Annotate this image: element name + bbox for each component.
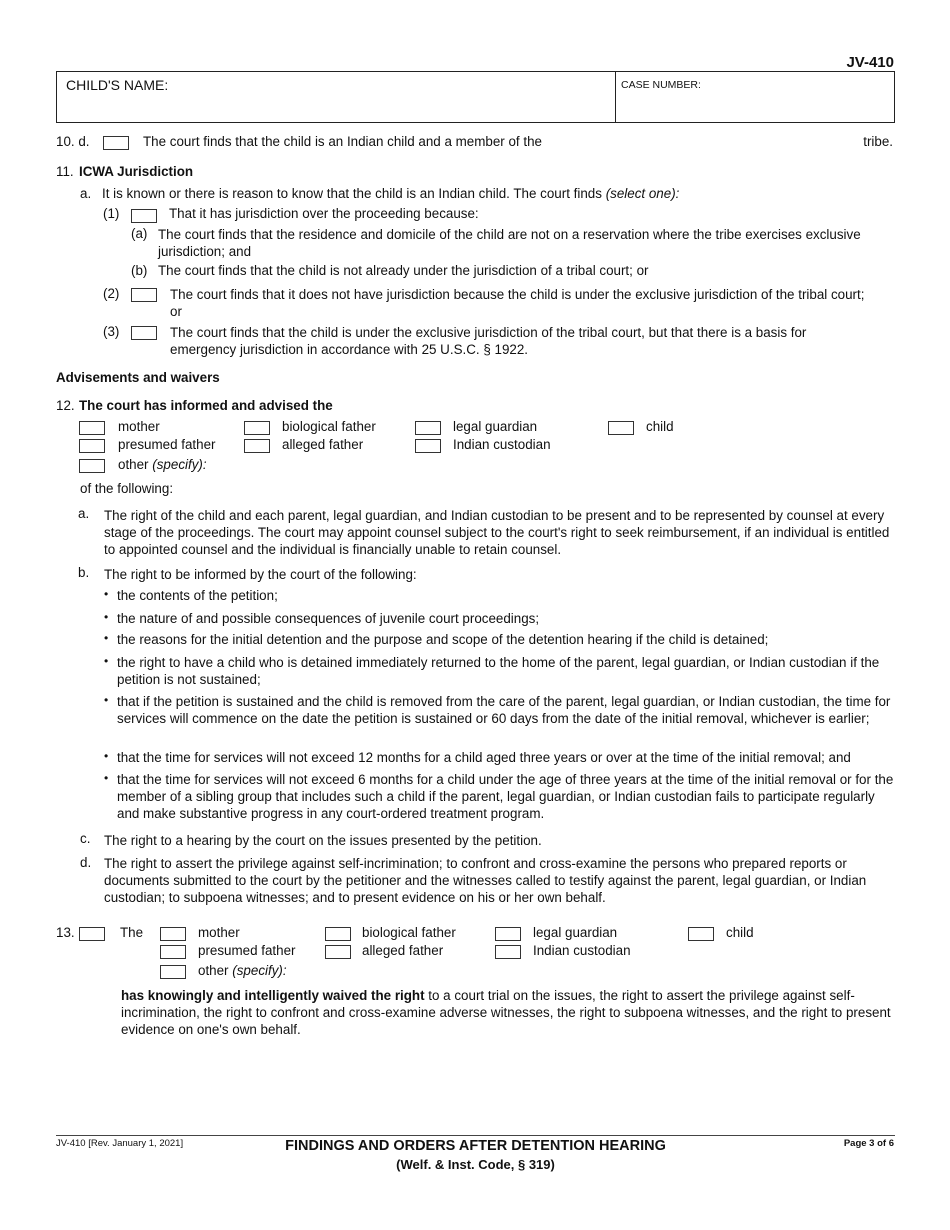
item12-mother-label: mother: [118, 419, 160, 434]
item-12b-label: b.: [78, 565, 90, 580]
item12-indian-custodian-checkbox[interactable]: [415, 439, 441, 453]
opt1-text: That it has jurisdiction over the proceeding because:: [169, 206, 479, 221]
item-10d-number: 10. d.: [56, 134, 90, 149]
item13-child-checkbox[interactable]: [688, 927, 714, 941]
item12-child-label: child: [646, 419, 674, 434]
bullet-marker: •: [104, 610, 109, 624]
bullet-marker: •: [104, 587, 109, 601]
case-number-field[interactable]: [616, 72, 894, 122]
item13-mother-checkbox[interactable]: [160, 927, 186, 941]
item-11a-label: a.: [80, 186, 92, 201]
item13-waiver-rest: to a court trial on the issues, the right to assert the privilege against self-incrimination, the right to confront and cross-examine adverse witnesses, the right to subpoena witnesses, and the right to present evidence on one's own behalf.: [121, 988, 891, 1037]
item12-indian-custodian-label: Indian custodian: [453, 437, 551, 452]
opt2-label: (2): [103, 286, 120, 301]
bullet-item: the right to have a child who is detained immediately returned to the home of the parent, legal guardian, or Indian custodian if the petition is not sustained;: [117, 655, 880, 687]
item13-other-checkbox[interactable]: [160, 965, 186, 979]
item12-other-checkbox[interactable]: [79, 459, 105, 473]
item13-other-label: other: [198, 963, 229, 978]
bullet-item: the nature of and possible consequences of juvenile court proceedings;: [117, 611, 540, 626]
item13-other-line: [198, 963, 287, 978]
item-12-number: 12.: [56, 398, 75, 413]
item13-legal-guardian-label: legal guardian: [533, 925, 618, 940]
item-10d-suffix: tribe.: [863, 134, 893, 149]
item-12-title: The court has informed and advised the: [79, 398, 333, 413]
sub-a-label: (a): [131, 226, 148, 241]
item-10d-checkbox[interactable]: [103, 136, 129, 150]
item12-other-label: other: [118, 457, 149, 472]
item13-legal-guardian-checkbox[interactable]: [495, 927, 521, 941]
footer-title: FINDINGS AND ORDERS AFTER DETENTION HEARING: [285, 1138, 666, 1154]
item12-other-specify-field[interactable]: [220, 457, 820, 473]
bullet-item: that the time for services will not exceed 12 months for a child aged three years or over at the time of the initial removal; and: [117, 750, 851, 765]
item13-the: The: [120, 925, 144, 940]
item-11a-select: (select one):: [605, 186, 680, 201]
footer-rule: [56, 1135, 895, 1136]
opt2-text: The court finds that it does not have jurisdiction because the child is under the exclusive jurisdiction of the tribal court; or: [170, 287, 865, 319]
sub-a-text: The court finds that the residence and domicile of the child are not on a reservation where the tribe exercises exclusive jurisdiction; and: [158, 227, 861, 259]
sub-b-label: (b): [131, 263, 148, 278]
item-12b-text: The right to be informed by the court of the following:: [104, 567, 417, 582]
bullet-marker: •: [104, 693, 109, 707]
item13-other-specify-field[interactable]: [300, 963, 890, 979]
item-13-number: 13.: [56, 925, 75, 940]
bullet-item: the reasons for the initial detention and the purpose and scope of the detention hearing if the child is detained;: [117, 632, 769, 647]
item-10d-text: The court finds that the child is an Indian child and a member of the: [143, 134, 542, 149]
item13-alleged-father-label: alleged father: [362, 943, 444, 958]
tribe-name-field[interactable]: [560, 147, 860, 148]
footer-rev: JV-410 [Rev. January 1, 2021]: [56, 1138, 184, 1149]
item-11-number: 11.: [56, 164, 74, 179]
item-11a-text-line: [102, 186, 679, 201]
footer-code: (Welf. & Inst. Code, § 319): [396, 1157, 555, 1172]
bullet-marker: •: [104, 654, 109, 668]
item12-biological-father-checkbox[interactable]: [244, 421, 270, 435]
bullet-item: that the time for services will not exceed 6 months for a child under the age of three years at the time of the initial removal or for the member of a sibling group that includes such a child if the parent, legal guardian, or Indian custodian fails to participate regularly and make substantive progress in any court-ordered treatment program.: [117, 772, 894, 821]
item13-indian-custodian-label: Indian custodian: [533, 943, 631, 958]
item-12d-text: The right to assert the privilege against self-incrimination; to confront and cross-examine the persons who prepared reports or documents submitted to the court by the petitioner and the witnesses called to testify against the parent, legal guardian, or Indian custodian; to subpoena witnesses; and to present evidence on his or her own behalf.: [104, 856, 867, 905]
item13-waiver-bold: has knowingly and intelligently waived the right: [121, 988, 425, 1003]
item12-alleged-father-label: alleged father: [282, 437, 364, 452]
item12-biological-father-label: biological father: [282, 419, 376, 434]
opt1-label: (1): [103, 206, 120, 221]
item-11a-text: It is known or there is reason to know that the child is an Indian child. The court finds: [102, 186, 602, 201]
item13-waiver-text: [121, 987, 893, 1038]
item13-mother-label: mother: [198, 925, 240, 940]
item13-checkbox[interactable]: [79, 927, 105, 941]
item12-legal-guardian-label: legal guardian: [453, 419, 538, 434]
opt3-checkbox[interactable]: [131, 326, 157, 340]
item-12c-text: The right to a hearing by the court on the issues presented by the petition.: [104, 833, 542, 848]
opt3-text: The court finds that the child is under the exclusive jurisdiction of the tribal court, but that there is a basis for emergency jurisdiction in accordance with 25 U.S.C. § 1922.: [170, 325, 807, 357]
of-following: of the following:: [80, 481, 174, 496]
item12-other-line: [118, 457, 207, 472]
item12-presumed-father-checkbox[interactable]: [79, 439, 105, 453]
bullet-marker: •: [104, 749, 109, 763]
opt3-label: (3): [103, 324, 120, 339]
header-box: [56, 71, 895, 123]
opt1-checkbox[interactable]: [131, 209, 157, 223]
item13-specify-label: (specify):: [232, 963, 287, 978]
item12-legal-guardian-checkbox[interactable]: [415, 421, 441, 435]
bullet-item: the contents of the petition;: [117, 588, 278, 603]
item13-alleged-father-checkbox[interactable]: [325, 945, 351, 959]
item-12a-label: a.: [78, 506, 90, 521]
bullet-marker: •: [104, 771, 109, 785]
item13-indian-custodian-checkbox[interactable]: [495, 945, 521, 959]
item-12d-label: d.: [80, 855, 92, 870]
case-number-label: CASE NUMBER:: [621, 79, 701, 91]
item13-presumed-father-label: presumed father: [198, 943, 296, 958]
sub-b-text: The court finds that the child is not already under the jurisdiction of a tribal court; or: [158, 263, 649, 278]
child-name-label: CHILD'S NAME:: [66, 77, 169, 93]
item12-presumed-father-label: presumed father: [118, 437, 216, 452]
item-11-title: ICWA Jurisdiction: [79, 164, 194, 179]
item-12a-text: The right of the child and each parent, legal guardian, and Indian custodian to be present and to be represented by counsel at every stage of the proceedings. The court may appoint counsel subject to the court's right to seek reimbursement, if an individual is entitled to appointed counsel and the individual is financially unable to retain counsel.: [104, 508, 890, 557]
item13-child-label: child: [726, 925, 754, 940]
item13-presumed-father-checkbox[interactable]: [160, 945, 186, 959]
form-id: JV-410: [846, 54, 894, 71]
item12-mother-checkbox[interactable]: [79, 421, 105, 435]
opt2-checkbox[interactable]: [131, 288, 157, 302]
item-12c-label: c.: [80, 831, 91, 846]
advisements-heading: Advisements and waivers: [56, 370, 220, 385]
footer-page: Page 3 of 6: [843, 1138, 894, 1149]
item13-biological-father-label: biological father: [362, 925, 456, 940]
item12-specify-label: (specify):: [152, 457, 207, 472]
item12-alleged-father-checkbox[interactable]: [244, 439, 270, 453]
bullet-marker: •: [104, 631, 109, 645]
child-name-field[interactable]: [57, 72, 616, 122]
item13-biological-father-checkbox[interactable]: [325, 927, 351, 941]
bullet-item: that if the petition is sustained and the child is removed from the care of the parent, legal guardian, or Indian custodian, the time for services will commence on the date the petition is sustained or 60 days from the date of the initial removal, whichever is earlier;: [117, 694, 891, 726]
item12-child-checkbox[interactable]: [608, 421, 634, 435]
